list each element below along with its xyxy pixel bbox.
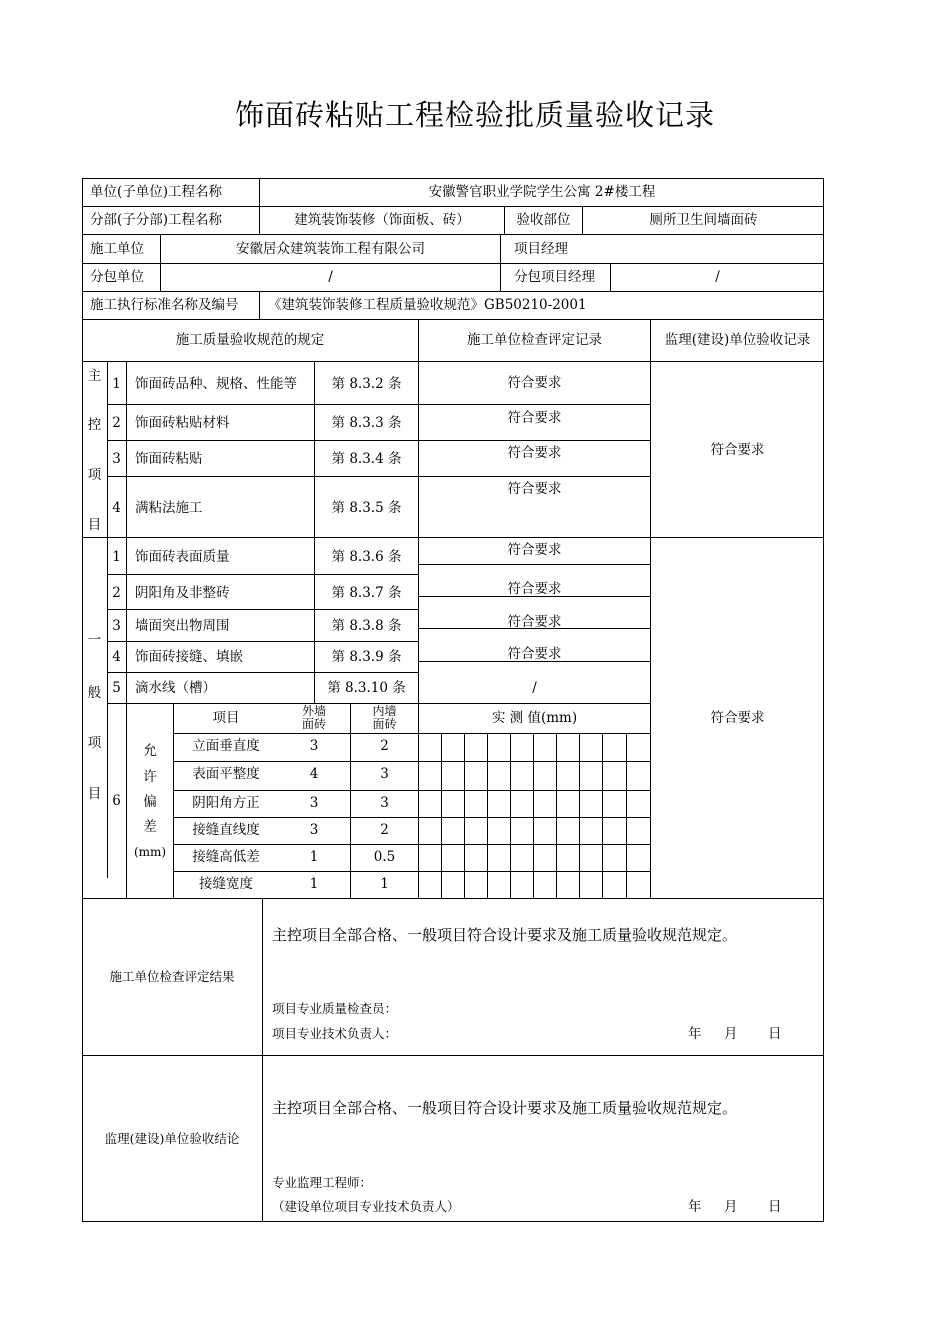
spec-column-header: 施工质量验收规范的规定 xyxy=(175,332,325,348)
tolerance-row-no: 6 xyxy=(112,793,121,809)
general-row-clause: 第 8.3.10 条 xyxy=(327,680,406,696)
construction-result-label: 施工单位检查评定结果 xyxy=(109,969,235,984)
tolerance-header-outer: 外墙 面砖 xyxy=(301,704,326,731)
general-row-no: 3 xyxy=(112,618,121,634)
subcontract-unit-label: 分包单位 xyxy=(90,269,144,285)
unit-project-label: 单位(子单位)工程名称 xyxy=(90,184,223,200)
main-row-clause: 第 8.3.3 条 xyxy=(331,415,402,431)
main-supervision-result: 符合要求 xyxy=(710,442,765,458)
main-items-char: 目 xyxy=(87,517,102,533)
main-row-no: 1 xyxy=(112,376,121,392)
subdivision-value: 建筑装饰装修（饰面板、砖） xyxy=(294,212,470,228)
supervision-date-year: 年 xyxy=(688,1199,702,1215)
tolerance-row-inner: 3 xyxy=(380,766,389,782)
main-row-item: 饰面砖品种、规格、性能等 xyxy=(135,376,297,392)
page-title: 饰面砖粘贴工程检验批质量验收记录 xyxy=(234,98,715,132)
main-row-clause: 第 8.3.4 条 xyxy=(331,451,402,467)
tolerance-row-outer: 1 xyxy=(309,876,319,892)
main-row-no: 2 xyxy=(112,415,121,431)
construction-tech-lead-label: 项目专业技术负责人： xyxy=(272,1026,398,1041)
general-row-clause: 第 8.3.7 条 xyxy=(331,585,402,601)
standard-value: 《建筑装饰装修工程质量验收规范》GB50210-2001 xyxy=(268,297,587,313)
tolerance-row-outer: 3 xyxy=(309,738,319,754)
main-row-result: 符合要求 xyxy=(507,375,562,391)
supervision-result-conclusion: 主控项目全部合格、一般项目符合设计要求及施工质量验收规范规定。 xyxy=(272,1099,738,1117)
tolerance-header-item: 项目 xyxy=(212,710,240,726)
tolerance-row-inner: 1 xyxy=(380,876,389,892)
main-row-clause: 第 8.3.5 条 xyxy=(331,500,402,516)
tolerance-label-char: 差 xyxy=(143,819,157,835)
main-row-item: 满粘法施工 xyxy=(135,500,203,516)
main-row-no: 4 xyxy=(112,500,121,516)
general-items-char: 一 xyxy=(87,632,102,648)
project-manager-label: 项目经理 xyxy=(514,241,568,257)
tolerance-header-inner: 内墙 面砖 xyxy=(372,704,397,731)
main-items-char: 项 xyxy=(87,467,102,483)
general-row-no: 1 xyxy=(112,549,121,565)
tolerance-row-item: 接缝高低差 xyxy=(192,849,260,865)
main-items-char: 控 xyxy=(87,417,102,433)
general-row-item: 饰面砖接缝、填嵌 xyxy=(135,649,243,665)
supervision-date-month: 月 xyxy=(724,1199,738,1215)
general-row-clause: 第 8.3.6 条 xyxy=(331,549,402,565)
general-items-char: 般 xyxy=(87,685,102,701)
main-row-result: 符合要求 xyxy=(507,445,562,461)
subcontract-manager-label: 分包项目经理 xyxy=(514,269,595,285)
supervision-engineer-label: 专业监理工程师： xyxy=(272,1175,373,1190)
tolerance-row-item: 接缝直线度 xyxy=(192,822,260,838)
unit-project-value: 安徽警官职业学院学生公寓 2#楼工程 xyxy=(428,184,656,200)
tolerance-unit: (mm) xyxy=(133,845,167,859)
tolerance-row-item: 表面平整度 xyxy=(192,766,260,782)
inspection-record-form xyxy=(82,178,824,1222)
owner-tech-lead-label: （建设单位项目专业技术负责人） xyxy=(272,1199,460,1214)
general-supervision-result: 符合要求 xyxy=(710,710,765,726)
general-items-char: 目 xyxy=(87,786,102,802)
main-row-item: 饰面砖粘贴材料 xyxy=(135,415,230,431)
construction-record-header: 施工单位检查评定记录 xyxy=(467,332,602,348)
tolerance-row-item: 接缝宽度 xyxy=(199,876,253,892)
supervision-record-header: 监理(建设)单位验收记录 xyxy=(664,332,811,348)
acceptance-part-value: 厕所卫生间墙面砖 xyxy=(649,212,758,228)
general-row-result: 符合要求 xyxy=(507,614,562,630)
subcontract-manager-value: / xyxy=(715,269,720,285)
general-row-item: 墙面突出物周围 xyxy=(135,618,230,634)
construction-date-year: 年 xyxy=(688,1026,702,1042)
quality-inspector-label: 项目专业质量检查员： xyxy=(272,1001,398,1016)
tolerance-label-char: 允 xyxy=(143,743,157,759)
general-row-clause: 第 8.3.8 条 xyxy=(331,618,402,634)
main-row-no: 3 xyxy=(112,451,121,467)
tolerance-row-item: 立面垂直度 xyxy=(192,738,260,754)
acceptance-part-label: 验收部位 xyxy=(516,212,571,228)
main-row-item: 饰面砖粘贴 xyxy=(135,451,203,467)
tolerance-header-measured: 实 测 值(mm) xyxy=(491,710,578,726)
tolerance-row-inner: 0.5 xyxy=(373,849,396,865)
construction-unit-label: 施工单位 xyxy=(90,241,144,257)
general-row-item: 滴水线（槽） xyxy=(135,680,216,696)
tolerance-row-inner: 2 xyxy=(380,822,389,838)
construction-date-day: 日 xyxy=(768,1026,782,1042)
main-items-char: 主 xyxy=(87,368,102,384)
construction-date-month: 月 xyxy=(724,1026,738,1042)
tolerance-row-inner: 3 xyxy=(380,795,389,811)
tolerance-label-char: 偏 xyxy=(143,794,157,810)
supervision-date-day: 日 xyxy=(768,1199,782,1215)
general-items-char: 项 xyxy=(87,735,102,751)
main-row-clause: 第 8.3.2 条 xyxy=(331,376,402,392)
tolerance-label-char: 许 xyxy=(143,769,157,785)
general-row-no: 2 xyxy=(112,585,121,601)
general-row-no: 5 xyxy=(112,680,121,696)
general-row-no: 4 xyxy=(112,649,121,665)
tolerance-row-outer: 1 xyxy=(309,849,319,865)
main-row-result: 符合要求 xyxy=(507,481,562,497)
general-row-result: 符合要求 xyxy=(507,646,562,662)
main-row-result: 符合要求 xyxy=(507,410,562,426)
general-row-result: 符合要求 xyxy=(507,581,562,597)
general-row-item: 阴阳角及非整砖 xyxy=(135,585,230,601)
supervision-result-label: 监理(建设)单位验收结论 xyxy=(104,1131,240,1146)
tolerance-row-outer: 3 xyxy=(309,822,319,838)
tolerance-row-outer: 4 xyxy=(309,766,319,782)
general-row-result: 符合要求 xyxy=(507,542,562,558)
tolerance-row-item: 阴阳角方正 xyxy=(192,795,260,811)
tolerance-row-outer: 3 xyxy=(309,795,319,811)
general-row-item: 饰面砖表面质量 xyxy=(135,549,230,565)
standard-label: 施工执行标准名称及编号 xyxy=(90,297,239,313)
tolerance-row-inner: 2 xyxy=(380,738,389,754)
construction-result-conclusion: 主控项目全部合格、一般项目符合设计要求及施工质量验收规范规定。 xyxy=(272,926,738,944)
subcontract-unit-value: / xyxy=(328,269,333,285)
construction-unit-value: 安徽居众建筑装饰工程有限公司 xyxy=(236,241,425,257)
subdivision-label: 分部(子分部)工程名称 xyxy=(90,212,223,228)
general-row-clause: 第 8.3.9 条 xyxy=(331,649,402,665)
general-row-result: / xyxy=(532,680,537,696)
